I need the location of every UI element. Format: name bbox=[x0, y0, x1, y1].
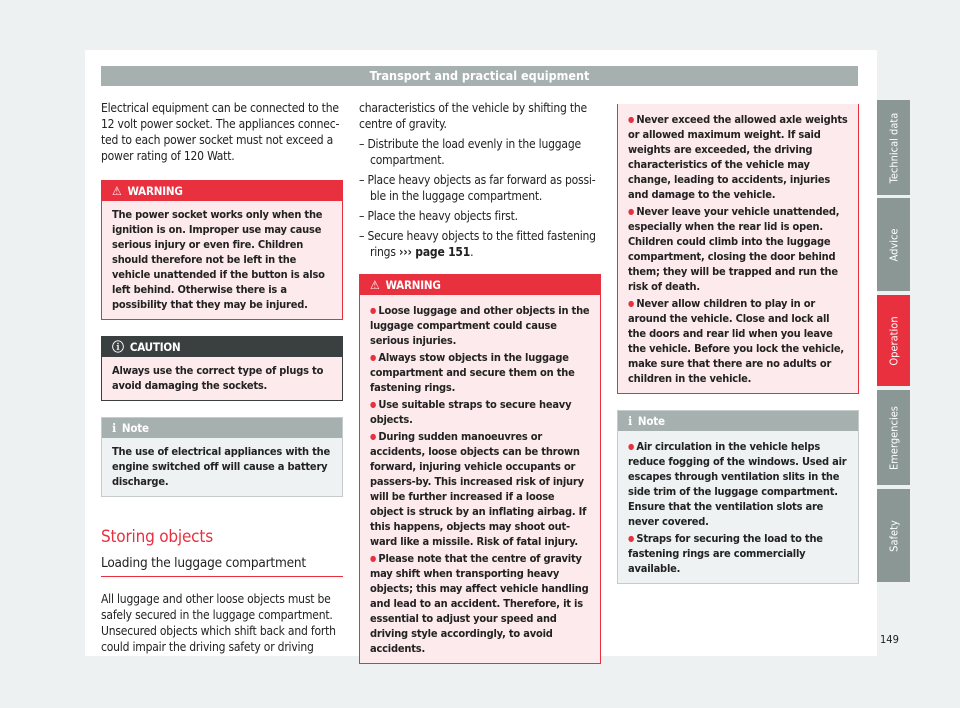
note-title: Note bbox=[637, 414, 665, 428]
tab-safety[interactable]: Safety bbox=[877, 489, 910, 582]
warning-box bbox=[101, 180, 343, 320]
warning-icon: ⚠ bbox=[370, 278, 380, 292]
section-title: Storing objects bbox=[101, 527, 213, 547]
list-item: ● During sudden manoeuvres or accidents, loose objects can be thrown forward, injuring vehicle occupants or passers-by. This increased risk of injury will be further increased if a loose object is struck by an inflating airbag. If this happens, objects may shoot outward like a missile. Risk of fatal injury. bbox=[370, 429, 590, 549]
list-item: ● Use suitable straps to secure heavy objects. bbox=[370, 397, 590, 427]
info-icon: ℹ bbox=[628, 414, 632, 428]
note-text: The use of electrical appliances with the engine switched off will cause a battery discharge. bbox=[102, 438, 342, 496]
caution-icon: ⓘ bbox=[112, 340, 124, 354]
warning-title: WARNING bbox=[127, 184, 183, 198]
body-text: All luggage and other loose objects must be safely secured in the luggage compartment. Unsecured objects which shift back and forth could impair the driving safety or driving bbox=[101, 592, 336, 654]
list-item: ● Always stow objects in the luggage compartment and secure them on the fastening rings. bbox=[370, 350, 590, 395]
info-icon: ℹ bbox=[112, 421, 116, 435]
warning-box-continued bbox=[617, 104, 859, 394]
tab-emergencies[interactable]: Emergencies bbox=[877, 390, 910, 485]
warning-icon: ⚠ bbox=[112, 184, 122, 198]
warning-text: The power socket works only when the ignition is on. Improper use may cause serious injury or even fire. Children should therefore not be left in the vehicle unattended if the button is also left behind. Otherwise there is a possibility that they may be injured. bbox=[102, 201, 342, 319]
list-item: ● Never leave your vehicle unattended, especially when the rear lid is open. Children could climb into the luggage compartment, closing the door behind them; they will be trapped and run the risk of death. bbox=[628, 204, 848, 294]
page-number: 149 bbox=[880, 633, 899, 646]
note-title: Note bbox=[121, 421, 149, 435]
list-item: – Place heavy objects as far forward as possible in the luggage compartment. bbox=[359, 173, 596, 203]
caution-text: Always use the correct type of plugs to avoid damaging the sockets. bbox=[102, 357, 342, 400]
page-header: Transport and practical equipment bbox=[101, 66, 858, 86]
list-item: ● Air circulation in the vehicle helps reduce fogging of the windows. Used air escapes through ventilation slits in the side trim of the luggage compartment. Ensure that the ventilation slots are never covered. bbox=[628, 439, 848, 529]
caution-box bbox=[101, 336, 343, 401]
caution-title: CAUTION bbox=[129, 340, 181, 354]
list-item: – Place the heavy objects first. bbox=[359, 209, 518, 223]
list-item: – Secure heavy objects to the fitted fastening rings ››› page 151. bbox=[359, 229, 596, 259]
list-item: ● Loose luggage and other objects in the luggage compartment could cause serious injuries. bbox=[370, 303, 590, 348]
intro-text: Electrical equipment can be connected to the 12 volt power socket. The appliances connected to each power socket must not exceed a power rating of 120 Watt. bbox=[101, 101, 340, 163]
warning-box bbox=[359, 274, 601, 664]
tab-advice[interactable]: Advice bbox=[877, 198, 910, 291]
list-item: – Distribute the load evenly in the luggage compartment. bbox=[359, 137, 581, 167]
subsection-title: Loading the luggage compartment bbox=[101, 555, 343, 577]
list-item: ● Never exceed the allowed axle weights or allowed maximum weight. If said weights are exceeded, the driving characteristics of the vehicle may change, leading to accidents, injuries and damage to the vehicle. bbox=[628, 112, 848, 202]
warning-title: WARNING bbox=[385, 278, 441, 292]
tab-technical-data[interactable]: Technical data bbox=[877, 100, 910, 195]
page-link[interactable]: ››› page 151 bbox=[399, 245, 471, 259]
continued-text: characteristics of the vehicle by shifting the centre of gravity. bbox=[359, 101, 587, 131]
list-item: ● Never allow children to play in or around the vehicle. Close and lock all the doors and rear lid when you leave the vehicle. Before you lock the vehicle, make sure that there are no adults or children in the vehicle. bbox=[628, 296, 848, 386]
note-box bbox=[101, 417, 343, 497]
column-2 bbox=[359, 100, 601, 664]
list-item: ● Please note that the centre of gravity may shift when transporting heavy objects; this may affect vehicle handling and lead to an accident. Therefore, it is essential to adjust your speed and driving style accordingly, to avoid accidents. bbox=[370, 551, 590, 656]
column-3 bbox=[617, 104, 859, 584]
note-box bbox=[617, 410, 859, 584]
tab-operation[interactable]: Operation bbox=[877, 295, 910, 386]
list-item: ● Straps for securing the load to the fastening rings are commercially available. bbox=[628, 531, 848, 576]
column-1 bbox=[101, 100, 343, 655]
